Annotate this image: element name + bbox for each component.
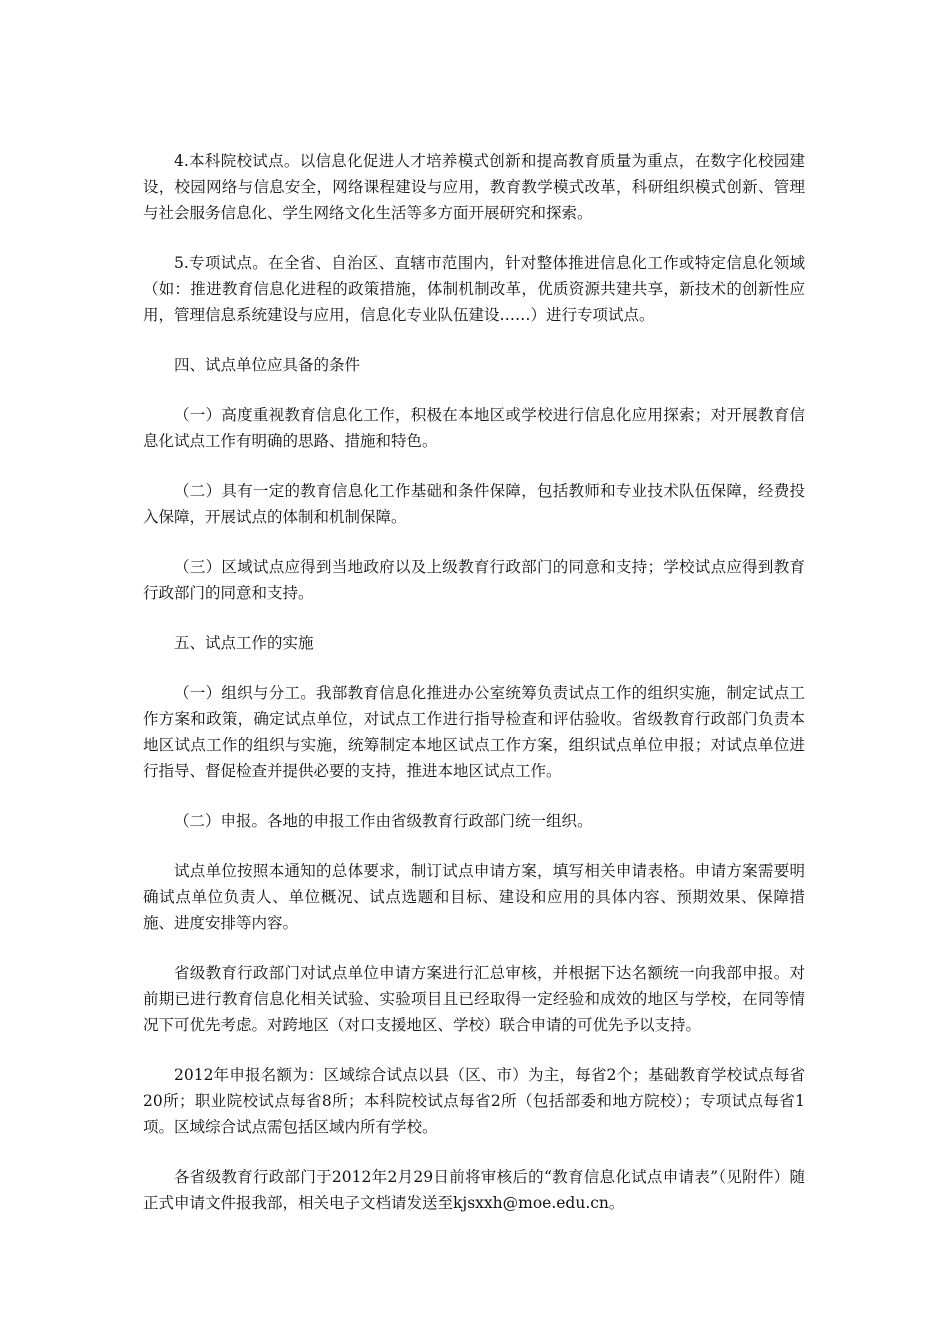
paragraph-application-plan: 试点单位按照本通知的总体要求，制订试点申请方案，填写相关申请表格。申请方案需要明确试点单位负责人、单位概况、试点选题和目标、建设和应用的具体内容、预期效果、保障措施、进度安排等内容。 xyxy=(143,862,805,932)
paragraph-undergraduate-pilot: 4.本科院校试点。以信息化促进人才培养模式创新和提高教育质量为重点，在数字化校园建设，校园网络与信息安全，网络课程建设与应用，教育教学模式改革，科研组织模式创新、管理与社会服务信息化、学生网络文化生活等多方面开展研究和探索。 xyxy=(143,152,805,222)
section-heading-conditions: 四、试点单位应具备的条件 xyxy=(174,356,361,374)
paragraph-quota-2012: 2012年申报名额为：区域综合试点以县（区、市）为主，每省2个；基础教育学校试点每省20所；职业院校试点每省8所；本科院校试点每省2所（包括部委和地方院校）；专项试点每省1项。区域综合试点需包括区域内所有学校。 xyxy=(143,1066,805,1136)
document-body xyxy=(143,148,805,1240)
section-heading-implementation: 五、试点工作的实施 xyxy=(174,634,314,652)
paragraph-organization: （一）组织与分工。我部教育信息化推进办公室统筹负责试点工作的组织实施，制定试点工作方案和政策，确定试点单位，对试点工作进行指导检查和评估验收。省级教育行政部门负责本地区试点工作的组织与实施，统筹制定本地区试点工作方案，组织试点单位申报；对试点单位进行指导、督促检查并提供必要的支持，推进本地区试点工作。 xyxy=(143,684,805,780)
paragraph-condition-3: （三）区域试点应得到当地政府以及上级教育行政部门的同意和支持；学校试点应得到教育行政部门的同意和支持。 xyxy=(143,558,805,602)
paragraph-provincial-review: 省级教育行政部门对试点单位申请方案进行汇总审核，并根据下达名额统一向我部申报。对前期已进行教育信息化相关试验、实验项目且已经取得一定经验和成效的地区与学校，在同等情况下可优先考虑。对跨地区（对口支援地区、学校）联合申请的可优先予以支持。 xyxy=(143,964,805,1034)
paragraph-special-pilot: 5.专项试点。在全省、自治区、直辖市范围内，针对整体推进信息化工作或特定信息化领域（如：推进教育信息化进程的政策措施，体制机制改革，优质资源共建共享，新技术的创新性应用，管理信息系统建设与应用，信息化专业队伍建设……）进行专项试点。 xyxy=(143,254,805,324)
paragraph-condition-1: （一）高度重视教育信息化工作，积极在本地区或学校进行信息化应用探索；对开展教育信息化试点工作有明确的思路、措施和特色。 xyxy=(143,406,805,450)
paragraph-submission-deadline: 各省级教育行政部门于2012年2月29日前将审核后的“教育信息化试点申请表”（见附件）随正式申请文件报我部，相关电子文档请发送至kjsxxh@moe.edu.cn。 xyxy=(143,1168,805,1212)
paragraph-condition-2: （二）具有一定的教育信息化工作基础和条件保障，包括教师和专业技术队伍保障，经费投入保障，开展试点的体制和机制保障。 xyxy=(143,482,805,526)
paragraph-application: （二）申报。各地的申报工作由省级教育行政部门统一组织。 xyxy=(174,812,593,830)
